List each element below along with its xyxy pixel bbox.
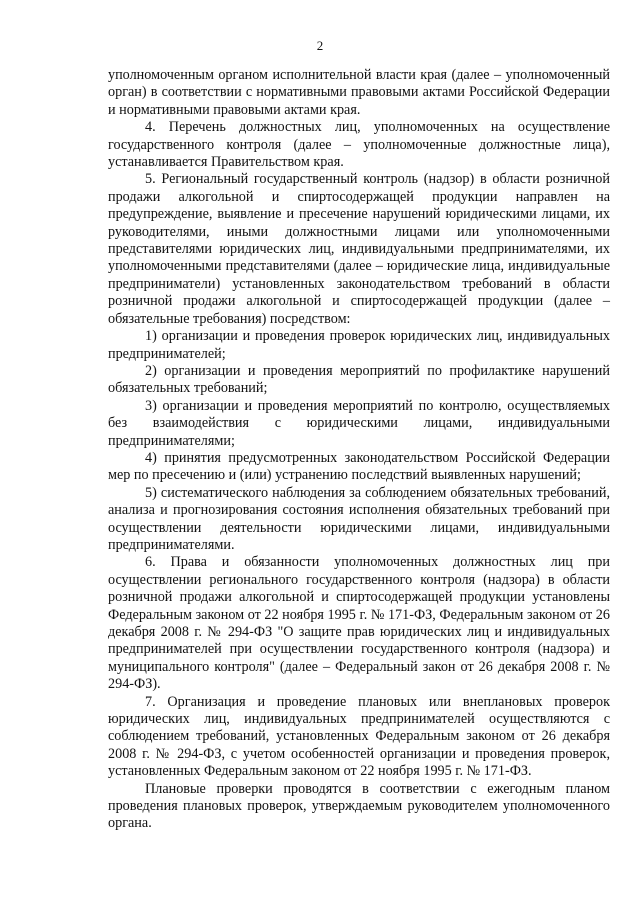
list-item-5: 5) систематического наблюдения за соблюдением обязательных требований, анализа и прогнозирования состояния исполнения обязательных требований при осуществлении деятельности юридическими лицами, индивидуальными предпринимателями. xyxy=(108,484,610,553)
list-item-1: 1) организации и проведения проверок юридических лиц, индивидуальных предпринимателей; xyxy=(108,328,610,362)
list-item-3: 3) организации и проведения мероприятий по контролю, осуществляемых без взаимодействия с юридическими лицами, индивидуальными предпринимателями; xyxy=(108,397,610,449)
page-number: 2 xyxy=(316,38,324,53)
paragraph-continuation: уполномоченным органом исполнительной власти края (далее – уполномоченный орган) в соответствии с нормативными правовыми актами Российской Федерации и нормативными правовыми актами края. xyxy=(108,67,610,118)
paragraph-item-7: 7. Организация и проведение плановых или внеплановых проверок юридических лиц, индивидуальных предпринимателей осуществляются с соблюдением требований, установленных Федеральным законом от 26 декабря 2008 г. № 294-ФЗ, с учетом особенностей организации и проведения проверок, установленных Федеральным законом от 22 ноября 1995 г. № 171-ФЗ. xyxy=(108,693,610,780)
list-item-4: 4) принятия предусмотренных законодательством Российской Федерации мер по пресечению и (или) устранению последствий выявленных нарушений; xyxy=(108,449,610,484)
list-item-2: 2) организации и проведения мероприятий по профилактике нарушений обязательных требований; xyxy=(108,362,610,397)
paragraph-planned-inspections: Плановые проверки проводятся в соответствии с ежегодным планом проведения плановых проверок, утверждаемым руководителем уполномоченного органа. xyxy=(108,780,610,832)
paragraph-item-6: 6. Права и обязанности уполномоченных должностных лиц при осуществлении регионального государственного контроля (надзора) в области розничной продажи алкогольной и спиртосодержащей продукции установлены Федеральным законом от 22 ноября 1995 г. № 171-ФЗ, Федеральным законом от 26 декабря 2008 г. № 294-ФЗ "О защите прав юридических лиц и индивидуальных предпринимателей при осуществлении государственного контроля (надзора) и муниципального контроля" (далее – Федеральный закон от 26 декабря 2008 г. № 294-ФЗ). xyxy=(108,554,610,693)
document-body xyxy=(108,67,610,833)
paragraph-item-4: 4. Перечень должностных лиц, уполномоченных на осуществление государственного контроля (далее – уполномоченные должностные лица), устанавливается Правительством края. xyxy=(108,119,610,171)
paragraph-item-5: 5. Региональный государственный контроль (надзор) в области розничной продажи алкогольной и спиртосодержащей продукции направлен на предупреждение, выявление и пресечение нарушений юридическими лицами, их руководителями, иными должностными лицами или уполномоченными представителями юридических лиц, индивидуальными предпринимателями, их уполномоченными представителями (далее – юридические лица, индивидуальные предприниматели) установленных законодательством требований в области розничной продажи алкогольной и спиртосодержащей продукции (далее – обязательные требования) посредством: xyxy=(108,171,610,327)
